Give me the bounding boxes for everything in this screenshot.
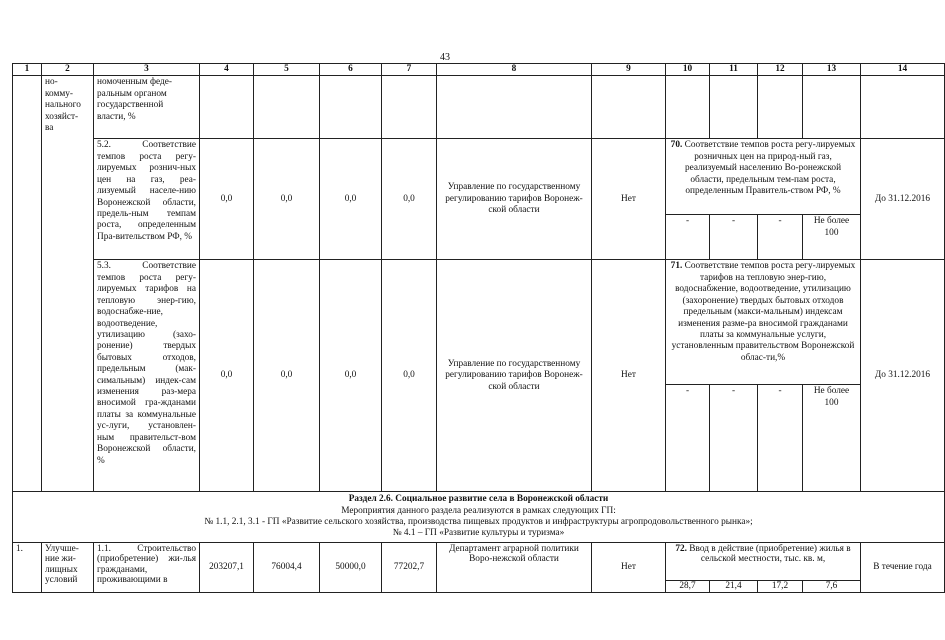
target-cell: 7,6: [803, 580, 861, 592]
indicator-number: 70.: [670, 140, 683, 151]
measure-cell: номоченным феде- ральным органом государственной власти, %: [94, 76, 200, 139]
header-cell: 9: [592, 64, 666, 76]
header-cell: 1: [13, 64, 42, 76]
deadline-cell: До 31.12.2016: [861, 260, 945, 492]
executor-cell: Департамент аграрной политики Воро-нежской области: [437, 542, 592, 592]
indicator-number: 72.: [675, 543, 687, 554]
value-cell: 0,0: [254, 139, 320, 260]
direction-cell: но- комму- нального хозяйст- ва: [42, 76, 94, 492]
table-row: [13, 260, 945, 385]
table-row: [13, 139, 945, 215]
section-line: № 4.1 – ГП «Развитие культуры и туризма»: [392, 528, 565, 539]
value-cell: 50000,0: [320, 542, 382, 592]
target-cell: 28,7: [666, 580, 710, 592]
header-cell: 8: [437, 64, 592, 76]
header-cell: 13: [803, 64, 861, 76]
header-cell: 11: [710, 64, 758, 76]
section-cell: [13, 492, 945, 542]
header-row: [13, 64, 945, 76]
target-cell: -: [710, 385, 758, 492]
target-cell: -: [758, 215, 803, 260]
target-cell: Не более 100: [803, 385, 861, 492]
funding-cell: Нет: [592, 260, 666, 492]
header-cell: 2: [42, 64, 94, 76]
section-line: Мероприятия данного раздела реализуются в рамках следующих ГП:: [341, 505, 616, 516]
indicator-cell: [666, 139, 861, 215]
measure-cell: 1.1. Строительство (приобретение) жи-лья гражданами, проживающими в: [94, 542, 200, 592]
indicator-text: Соответствие темпов роста регу-лируемых розничных цен на природ-ный газ, реализуемый населению Во-ронежской области, предельным тем-пам роста, определенным Правитель-ством РФ, %: [682, 140, 856, 197]
target-cell: -: [666, 215, 710, 260]
header-cell: 5: [254, 64, 320, 76]
target-cell: -: [758, 385, 803, 492]
table-row: [13, 542, 945, 580]
deadline-cell: В течение года: [861, 542, 945, 592]
indicator-cell: [666, 542, 861, 580]
indicator-number: 71.: [670, 261, 683, 272]
header-cell: 6: [320, 64, 382, 76]
target-cell: Не более 100: [803, 215, 861, 260]
funding-cell: Нет: [592, 542, 666, 592]
measure-cell: 5.2. Соответствие темпов роста регу-лируемых рознич-ных цен на газ, реа-лизуемый населе-нию Воронежской области, предель-ным темпам роста, определенным Пра-вительством РФ, %: [94, 139, 200, 260]
target-cell: 21,4: [710, 580, 758, 592]
value-cell: 0,0: [382, 139, 437, 260]
target-cell: -: [666, 385, 710, 492]
value-cell: 0,0: [200, 139, 254, 260]
target-cell: 17,2: [758, 580, 803, 592]
direction-cell: Улучше- ние жи- лищных условий: [42, 542, 94, 592]
section-title: Раздел 2.6. Социальное развитие села в Воронежской области: [348, 494, 609, 505]
program-table: [12, 63, 945, 593]
measure-cell: 5.3. Соответствие темпов роста регу-лируемых тарифов на тепловую энер-гию, водоснабже-ние, водоотведение, утилизацию (захо-ронение) твердых бытовых отходов, предельным (мак-симальным) индек-сам изменения раз-мера вносимой гра-жданами платы за коммунальные ус-луги, установлен-ным правительст-вом Воронежской области, %: [94, 260, 200, 492]
header-cell: 12: [758, 64, 803, 76]
value-cell: 76004,4: [254, 542, 320, 592]
target-cell: -: [710, 215, 758, 260]
section-line: № 1.1, 2.1, 3.1 - ГП «Развитие сельского хозяйства, производства пищевых продуктов и инфраструктуры агропродовольственного рынка»;: [204, 517, 753, 528]
table-row: [13, 76, 945, 139]
header-cell: 7: [382, 64, 437, 76]
row-number-cell: 1.: [13, 542, 42, 592]
funding-cell: Нет: [592, 139, 666, 260]
indicator-text: Соответствие темпов роста регу-лируемых тарифов на тепловую энер-гию, водоснабжение, водоотведение, утилизацию (захоронение) твердых бытовых отходов предельным (макси-мальным) индексам изменения разме-ра вносимой гражданами платы за коммунальные услуги, установленным правительством Воронежской облас-ти,%: [671, 261, 856, 363]
header-cell: 3: [94, 64, 200, 76]
header-cell: 10: [666, 64, 710, 76]
executor-cell: Управление по государственному регулированию тарифов Воронеж-ской области: [437, 260, 592, 492]
executor-cell: Управление по государственному регулированию тарифов Воронеж-ской области: [437, 139, 592, 260]
header-cell: 4: [200, 64, 254, 76]
header-cell: 14: [861, 64, 945, 76]
page-number: 43: [440, 52, 450, 63]
value-cell: 0,0: [254, 260, 320, 492]
indicator-cell: [666, 260, 861, 385]
deadline-cell: До 31.12.2016: [861, 139, 945, 260]
value-cell: 0,0: [320, 260, 382, 492]
value-cell: 0,0: [382, 260, 437, 492]
indicator-text: Ввод в действие (приобретение) жилья в сельской местности, тыс. кв. м,: [686, 543, 851, 565]
value-cell: 0,0: [320, 139, 382, 260]
value-cell: 77202,7: [382, 542, 437, 592]
section-row: [13, 492, 945, 542]
value-cell: 0,0: [200, 260, 254, 492]
value-cell: 203207,1: [200, 542, 254, 592]
